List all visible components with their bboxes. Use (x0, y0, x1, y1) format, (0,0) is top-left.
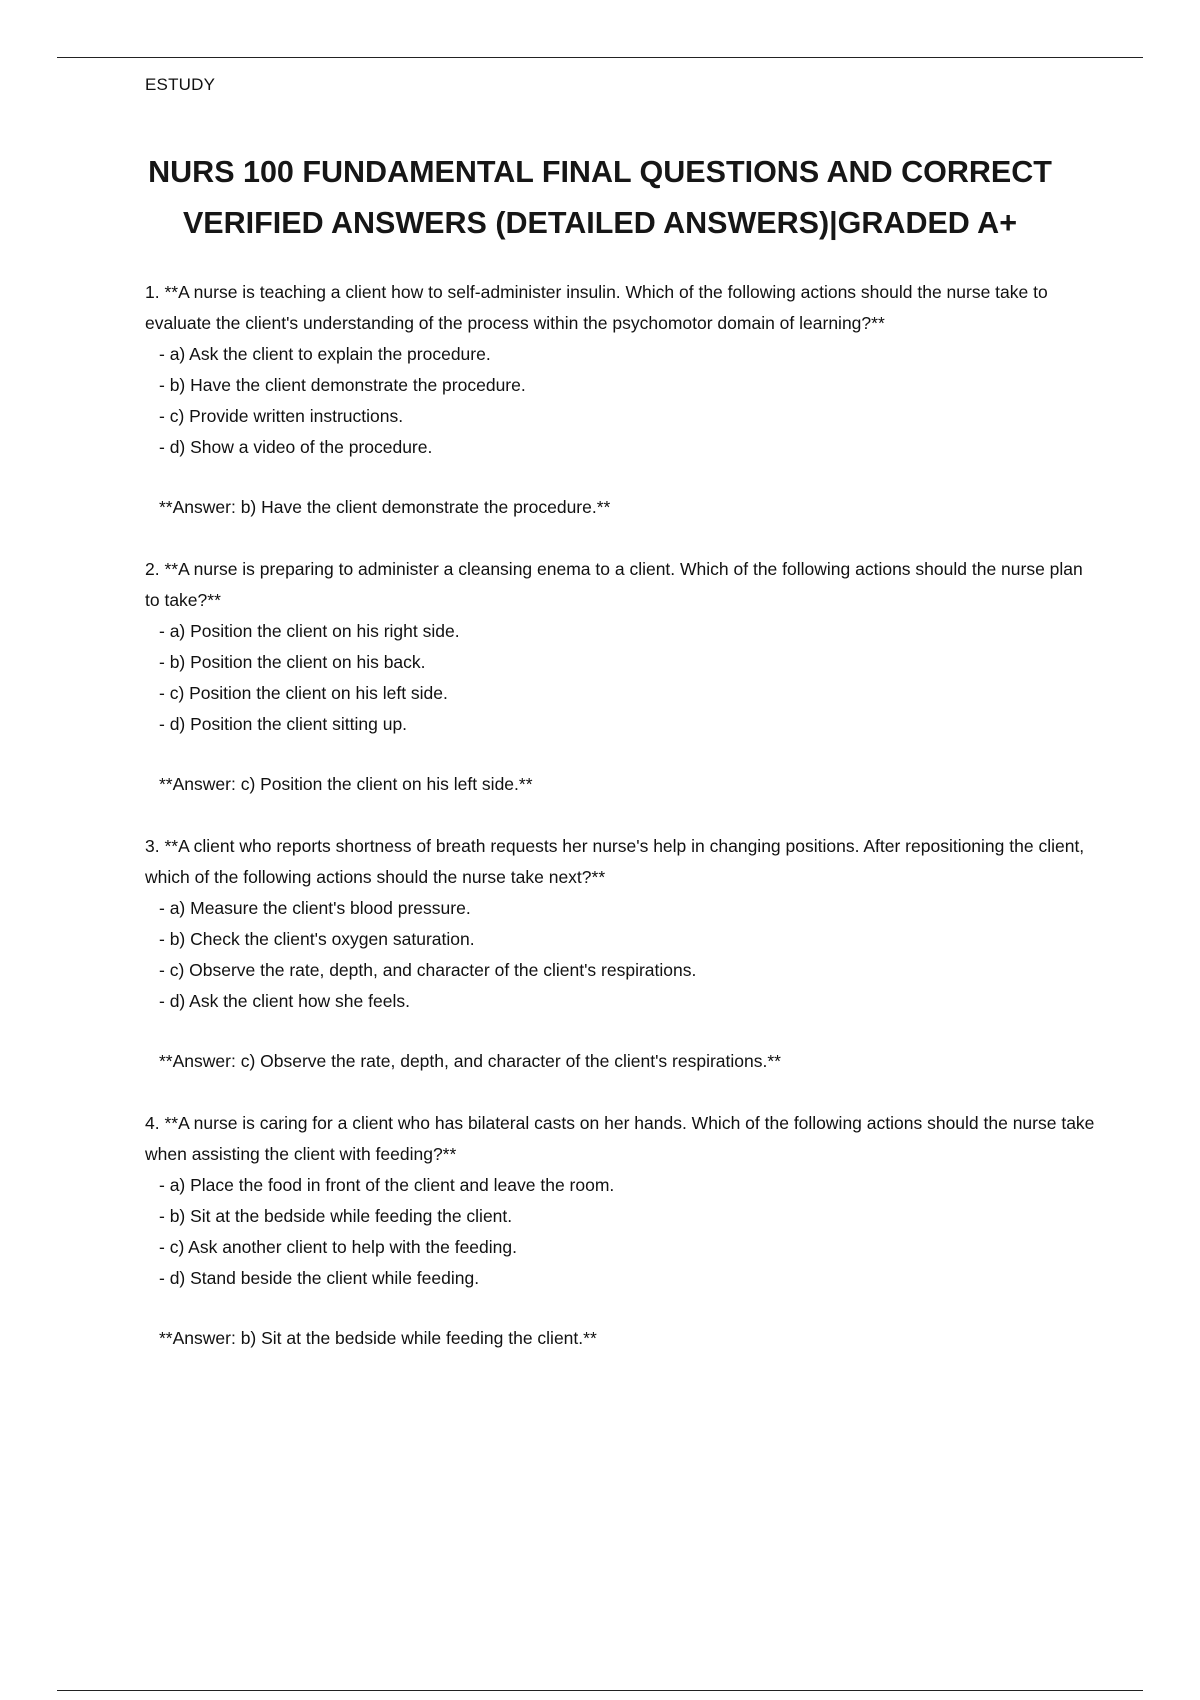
option-c: - c) Ask another client to help with the feeding. (159, 1237, 517, 1257)
question-text: 4. **A nurse is caring for a client who has bilateral casts on her hands. Which of the following actions should the nurse take when assisting the client with feeding?** (145, 1113, 1095, 1164)
option-b: - b) Position the client on his back. (159, 652, 426, 672)
header-label: ESTUDY (145, 75, 216, 94)
option-b: - b) Check the client's oxygen saturation. (159, 929, 475, 949)
question-2 (145, 554, 1095, 800)
title-line-1: NURS 100 FUNDAMENTAL FINAL QUESTIONS AND CORRECT (148, 155, 1052, 189)
answer-text: **Answer: c) Position the client on his left side.** (159, 774, 533, 794)
question-text: 3. **A client who reports shortness of breath requests her nurse's help in changing positions. After repositioning the client, which of the following actions should the nurse take next?** (145, 836, 1085, 887)
answer-text: **Answer: b) Have the client demonstrate the procedure.** (159, 497, 611, 517)
answer-text: **Answer: b) Sit at the bedside while feeding the client.** (159, 1328, 597, 1348)
option-d: - d) Position the client sitting up. (159, 714, 408, 734)
question-1 (145, 277, 1095, 523)
option-a: - a) Measure the client's blood pressure. (159, 898, 471, 918)
question-3 (145, 831, 1095, 1077)
option-list (145, 893, 1095, 1017)
question-4 (145, 1108, 1095, 1354)
question-text: 2. **A nurse is preparing to administer a cleansing enema to a client. Which of the following actions should the nurse plan to take?** (145, 559, 1083, 610)
answer-text: **Answer: c) Observe the rate, depth, and character of the client's respirations.** (159, 1051, 781, 1071)
question-text: 1. **A nurse is teaching a client how to self-administer insulin. Which of the following actions should the nurse take to evaluate the client's understanding of the process within the psychomotor domain of learning?** (145, 282, 1048, 333)
top-rule (57, 57, 1143, 58)
option-d: - d) Ask the client how she feels. (159, 991, 410, 1011)
option-d: - d) Show a video of the procedure. (159, 437, 433, 457)
option-a: - a) Ask the client to explain the procedure. (159, 344, 491, 364)
page-title (100, 147, 1100, 249)
option-c: - c) Provide written instructions. (159, 406, 404, 426)
option-a: - a) Place the food in front of the client and leave the room. (159, 1175, 615, 1195)
option-list (145, 616, 1095, 740)
option-list (145, 339, 1095, 463)
option-c: - c) Observe the rate, depth, and character of the client's respirations. (159, 960, 697, 980)
option-list (145, 1170, 1095, 1294)
option-b: - b) Sit at the bedside while feeding the client. (159, 1206, 513, 1226)
option-c: - c) Position the client on his left side. (159, 683, 448, 703)
bottom-rule (57, 1690, 1143, 1691)
option-a: - a) Position the client on his right side. (159, 621, 460, 641)
title-line-2: VERIFIED ANSWERS (DETAILED ANSWERS)|GRADED A+ (182, 206, 1018, 240)
option-b: - b) Have the client demonstrate the procedure. (159, 375, 526, 395)
question-list (145, 277, 1095, 1385)
option-d: - d) Stand beside the client while feeding. (159, 1268, 480, 1288)
